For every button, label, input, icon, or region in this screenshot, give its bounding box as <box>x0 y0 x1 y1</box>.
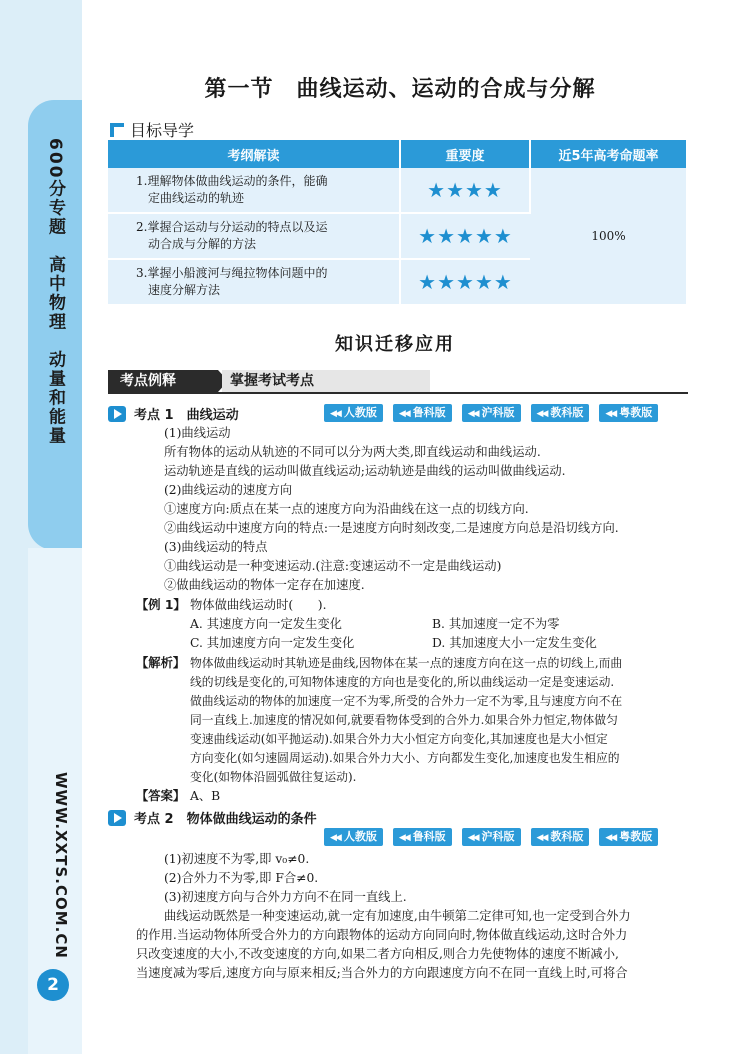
goal-desc-line: 动合成与分解的方法 <box>148 237 257 251</box>
play-icon <box>108 810 126 826</box>
edition-label: 鲁科版 <box>412 406 446 419</box>
section-banner <box>108 370 688 394</box>
section-title: 知识迁移应用 <box>335 334 455 355</box>
analysis-line: 方向变化(如匀速圆周运动).如果合外力大小、方向都发生变化,加速度也发生相应的 <box>190 751 620 765</box>
star-rating: ★★★★ <box>400 168 530 213</box>
body-line: (1)初速度不为零,即 v₀≠0. <box>164 852 310 866</box>
point1-heading <box>108 404 239 423</box>
body-line: (3)初速度方向与合外力方向不在同一直线上. <box>164 890 407 904</box>
body-line: 所有物体的运动从轨迹的不同可以分为两大类,即直线运动和曲线运动. <box>164 445 541 459</box>
banner-light-label: 掌握考试考点 <box>222 370 430 392</box>
analysis-line: 变化(如物体沿圆弧做往复运动). <box>190 770 357 784</box>
option-a: A. 其速度方向一定发生变化 <box>190 617 342 631</box>
table-row <box>108 168 686 213</box>
analysis-line: 同一直线上.加速度的情况如何,就要看物体受到的合外力.如果合外力恒定,物体做匀 <box>190 713 618 727</box>
edition-links <box>324 828 658 846</box>
edition-button[interactable]: ◀◀ 沪科版 <box>462 828 521 846</box>
goal-desc-line: 2.掌握合运动与分运动的特点以及运 <box>136 220 328 234</box>
edition-button[interactable]: ◀◀ 教科版 <box>531 404 590 422</box>
header-importance: 重要度 <box>400 140 530 168</box>
edition-button[interactable]: ◀◀ 粤教版 <box>599 828 658 846</box>
body-line: 当速度减为零后,速度方向与原来相反;当合外力的方向跟速度方向不在同一直线上时,可将合 <box>136 966 628 980</box>
edition-label: 粤教版 <box>619 406 653 419</box>
star-rating: ★★★★★ <box>400 213 530 259</box>
goal-desc-line: 定曲线运动的轨迹 <box>148 191 245 205</box>
edition-label: 人教版 <box>343 830 377 843</box>
edition-label: 人教版 <box>343 406 377 419</box>
exam-rate: 100% <box>530 168 686 305</box>
body-line: 运动轨迹是直线的运动叫做直线运动;运动轨迹是曲线的运动叫做曲线运动. <box>164 464 566 478</box>
corner-bracket-icon <box>110 123 124 137</box>
edition-button[interactable]: ◀◀ 人教版 <box>324 828 383 846</box>
goals-header-row <box>108 140 686 168</box>
edition-label: 教科版 <box>550 830 584 843</box>
goal-desc <box>108 259 400 305</box>
body-line: ①曲线运动是一种变速运动.(注意:变速运动不一定是曲线运动) <box>164 559 502 573</box>
goal-desc-line: 3.掌握小船渡河与绳拉物体问题中的 <box>136 266 328 280</box>
analysis-line: 线的切线是变化的,可知物体速度的方向也是变化的,所以曲线运动一定是变速运动. <box>190 675 615 689</box>
point2-title: 考点 2 物体做曲线运动的条件 <box>134 812 317 827</box>
edition-label: 沪科版 <box>481 830 515 843</box>
edition-button[interactable]: ◀◀ 教科版 <box>531 828 590 846</box>
play-icon <box>108 406 126 422</box>
edition-label: 鲁科版 <box>412 830 446 843</box>
edition-button[interactable]: ◀◀ 沪科版 <box>462 404 521 422</box>
page-title: 第一节 曲线运动、运动的合成与分解 <box>204 77 596 102</box>
point2-heading <box>108 808 317 827</box>
star-rating: ★★★★★ <box>400 259 530 305</box>
point1-title: 考点 1 曲线运动 <box>134 408 239 423</box>
body-line: (2)合外力不为零,即 F合≠0. <box>164 871 319 885</box>
option-d: D. 其加速度大小一定发生变化 <box>432 636 597 650</box>
goal-desc <box>108 168 400 213</box>
analysis-line: 物体做曲线运动时其轨迹是曲线,因物体在某一点的速度方向在这一点的切线上,而曲 <box>190 656 623 670</box>
body-line: 只改变速度的大小,不改变速度的方向,如果二者方向相反,则合力先使物体的速度不断减小, <box>136 947 619 961</box>
goal-desc <box>108 213 400 259</box>
edition-label: 教科版 <box>550 406 584 419</box>
edition-label: 粤教版 <box>619 830 653 843</box>
answer-label: 【答案】 <box>136 789 186 803</box>
sidebar <box>0 0 82 1054</box>
website-url: WWW.XXTS.COM.CN <box>52 772 70 959</box>
body-line: (2)曲线运动的速度方向 <box>164 483 293 497</box>
edition-button[interactable]: ◀◀ 鲁科版 <box>393 404 452 422</box>
header-exam-rate: 近5年高考命题率 <box>530 140 686 168</box>
banner-rule <box>108 392 688 394</box>
goals-table <box>108 140 686 306</box>
option-c: C. 其加速度方向一定发生变化 <box>190 636 355 650</box>
header-syllabus: 考纲解读 <box>108 140 400 168</box>
example-question: 物体做曲线运动时( ). <box>190 598 327 612</box>
series-title: 600分专题 高中物理 动量和能量 <box>45 138 65 446</box>
analysis-line: 变速曲线运动(如平抛运动).如果合外力大小恒定方向变化,其加速度也是大小恒定 <box>190 732 608 746</box>
body-line: (1)曲线运动 <box>164 426 231 440</box>
goals-heading-text: 目标导学 <box>130 121 195 140</box>
body-line: 的作用.当运动物体所受合外力的方向跟物体的运动方向同向时,物体做直线运动,这时合外力 <box>136 928 628 942</box>
edition-button[interactable]: ◀◀ 人教版 <box>324 404 383 422</box>
option-b: B. 其加速度一定不为零 <box>432 617 560 631</box>
edition-button[interactable]: ◀◀ 鲁科版 <box>393 828 452 846</box>
goal-desc-line: 1.理解物体做曲线运动的条件，能确 <box>136 174 328 188</box>
goals-heading <box>110 118 194 141</box>
edition-button[interactable]: ◀◀ 粤教版 <box>599 404 658 422</box>
example-label: 【例 1】 <box>136 598 186 612</box>
goal-desc-line: 速度分解方法 <box>148 283 221 297</box>
page-number: 2 <box>37 969 69 1001</box>
edition-links <box>324 404 658 422</box>
body-line: (3)曲线运动的特点 <box>164 540 268 554</box>
body-line: ②做曲线运动的物体一定存在加速度. <box>164 578 365 592</box>
edition-label: 沪科版 <box>481 406 515 419</box>
analysis-line: 做曲线运动的物体的加速度一定不为零,所受的合外力一定不为零,且与速度方向不在 <box>190 694 623 708</box>
banner-dark-label: 考点例释 <box>108 370 218 392</box>
analysis-label: 【解析】 <box>136 656 186 670</box>
body-line: 曲线运动既然是一种变速运动,就一定有加速度,由牛顿第二定律可知,也一定受到合外力 <box>164 909 631 923</box>
body-line: ①速度方向:质点在某一点的速度方向为沿曲线在这一点的切线方向. <box>164 502 529 516</box>
answer-value: A、B <box>190 789 221 803</box>
body-line: ②曲线运动中速度方向的特点:一是速度方向时刻改变,二是速度方向总是沿切线方向. <box>164 521 619 535</box>
